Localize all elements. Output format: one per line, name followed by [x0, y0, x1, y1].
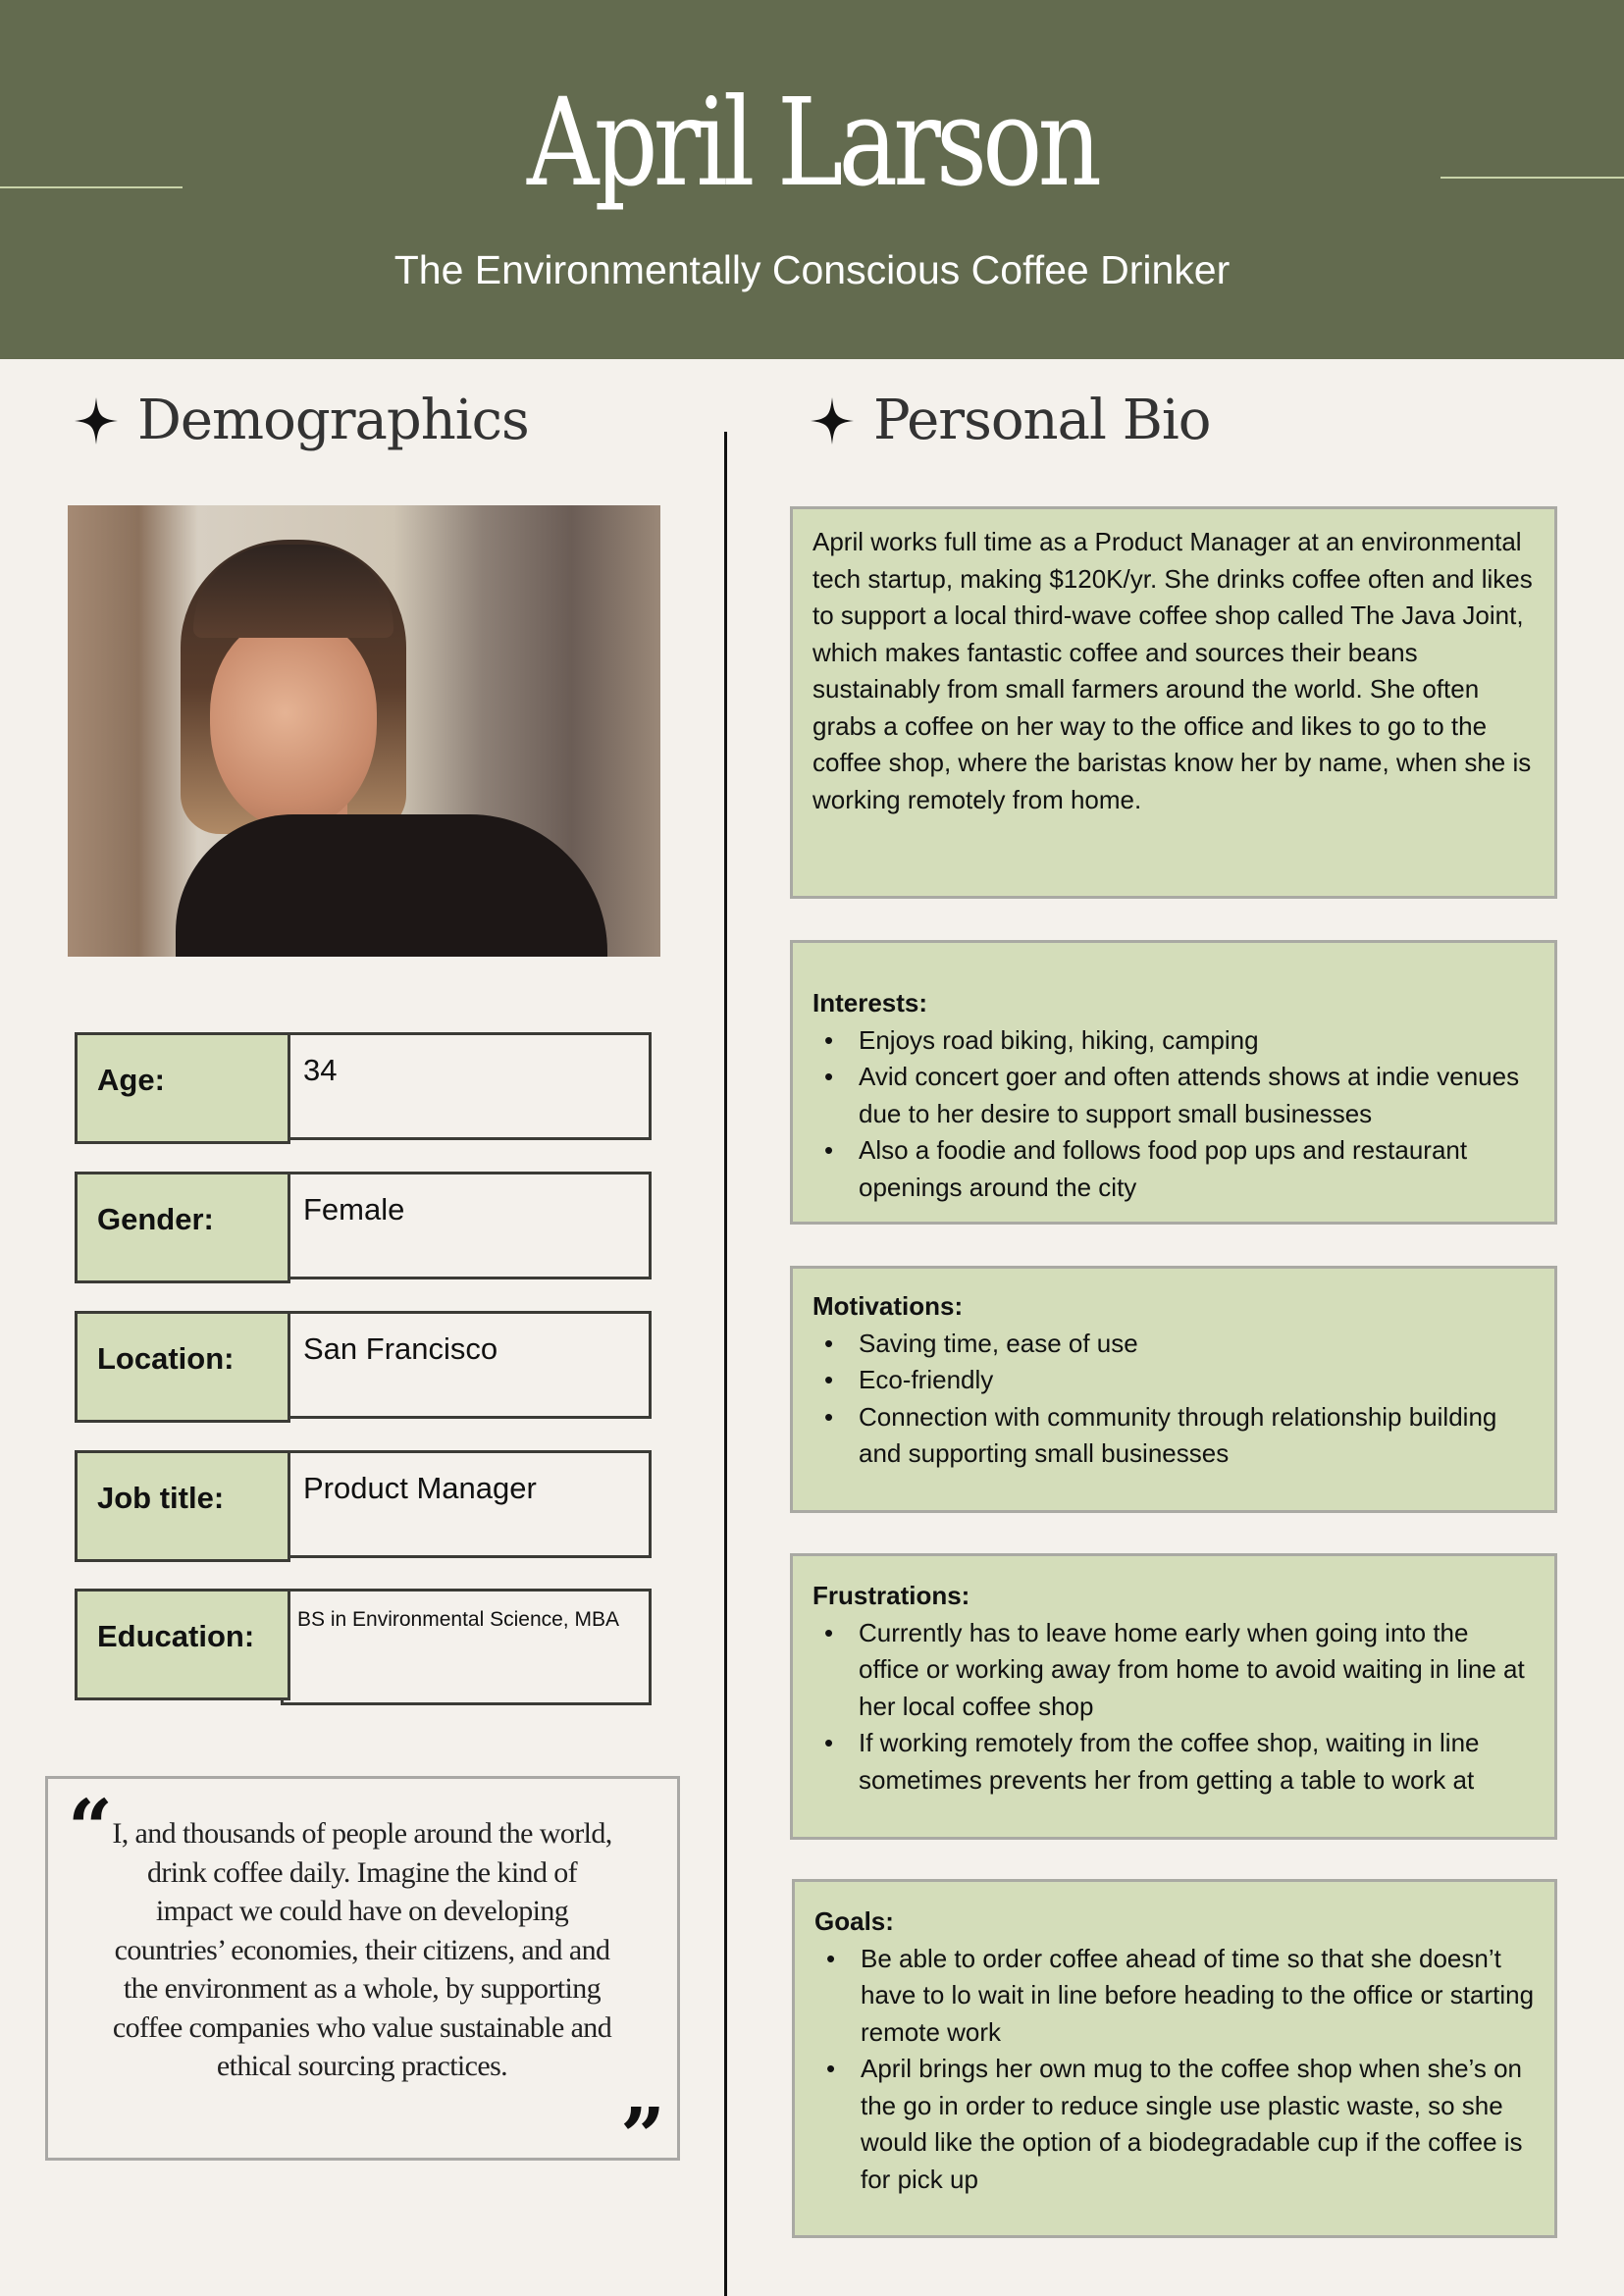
list-item: • Currently has to leave home early when going into the office or working away from home to avoid waiting in line at her local coffee shop: [812, 1615, 1535, 1726]
list-item: • Eco-friendly: [812, 1362, 1535, 1399]
sparkle-star-icon: [811, 397, 854, 444]
list-item: • Saving time, ease of use: [812, 1326, 1535, 1363]
header-banner: [0, 0, 1624, 359]
personal-bio-title: Personal Bio: [873, 389, 1211, 452]
interests-list: [812, 1022, 1535, 1207]
demographic-row-age: [75, 1032, 652, 1144]
goals-list: [814, 1941, 1535, 2199]
demographic-row-location: [75, 1311, 652, 1423]
interests-card: [790, 940, 1557, 1225]
motivations-title: Motivations:: [812, 1291, 964, 1321]
frustrations-list: [812, 1615, 1535, 1800]
quote-text: I, and thousands of people around the world, drink coffee daily. Imagine the kind of impact we could have on developing countries’ economies, their citizens, and and the environment as a whole, by supporting coffee companies who value sustainable and ethical sourcing practices.: [112, 1817, 612, 2082]
goals-card: [792, 1879, 1557, 2238]
list-item: • If working remotely from the coffee shop, waiting in line sometimes prevents her from getting a table to work at: [812, 1725, 1535, 1799]
photo-jacket-shape: [176, 814, 607, 957]
demographic-row-gender: [75, 1172, 652, 1283]
list-item: • Be able to order coffee ahead of time so that she doesn’t have to lo wait in line before heading to the office or starting remote work: [814, 1941, 1535, 2052]
location-value: San Francisco: [287, 1311, 652, 1419]
demographic-row-education: [75, 1589, 652, 1700]
persona-name: April Larson: [526, 73, 1098, 214]
frustrations-card: [790, 1553, 1557, 1840]
persona-subtitle: The Environmentally Conscious Coffee Drinker: [393, 247, 1231, 292]
location-label: Location:: [75, 1311, 290, 1423]
open-quote-icon: “: [68, 1782, 114, 1874]
demographics-heading: [75, 389, 529, 452]
job-title-label: Job title:: [75, 1450, 290, 1562]
motivations-list: [812, 1326, 1535, 1473]
sparkle-star-icon: [75, 397, 118, 444]
column-divider: [724, 432, 727, 2296]
personal-bio-heading: [811, 389, 1210, 452]
bio-card: [790, 506, 1557, 899]
photo-bangs-shape: [193, 545, 393, 638]
list-item: • Also a foodie and follows food pop ups and restaurant openings around the city: [812, 1132, 1535, 1206]
bio-text: April works full time as a Product Manager at an environmental tech startup, making $120K/yr. She drinks coffee often and likes to support a local third-wave coffee shop called The Java Joint, which makes fantastic coffee and sources their beans sustainably from small farmers around the world. She often grabs a coffee on her way to the office and likes to go to the coffee shop, where the baristas know her by name, when she is working remotely from home.: [812, 527, 1533, 814]
goals-title: Goals:: [814, 1906, 894, 1936]
persona-photo: [68, 505, 660, 957]
frustrations-title: Frustrations:: [812, 1581, 970, 1610]
demographics-title: Demographics: [137, 389, 529, 452]
education-label: Education:: [75, 1589, 290, 1700]
job-title-value: Product Manager: [287, 1450, 652, 1558]
education-value: BS in Environmental Science, MBA: [281, 1589, 652, 1705]
list-item: • Enjoys road biking, hiking, camping: [812, 1022, 1535, 1060]
interests-title: Interests:: [812, 988, 928, 1018]
motivations-card: [790, 1266, 1557, 1513]
list-item: • Connection with community through relationship building and supporting small businesses: [812, 1399, 1535, 1473]
gender-value: Female: [287, 1172, 652, 1279]
age-label: Age:: [75, 1032, 290, 1144]
close-quote-icon: ”: [620, 2090, 666, 2182]
photo-face-shape: [210, 618, 377, 829]
demographic-row-job-title: [75, 1450, 652, 1562]
gender-label: Gender:: [75, 1172, 290, 1283]
age-value: 34: [287, 1032, 652, 1140]
persona-quote-box: [45, 1776, 680, 2182]
list-item: • April brings her own mug to the coffee shop when she’s on the go in order to reduce single use plastic waste, so she would like the option of a biodegradable cup if the coffee is for pick up: [814, 2051, 1535, 2198]
list-item: • Avid concert goer and often attends shows at indie venues due to her desire to support small businesses: [812, 1059, 1535, 1132]
